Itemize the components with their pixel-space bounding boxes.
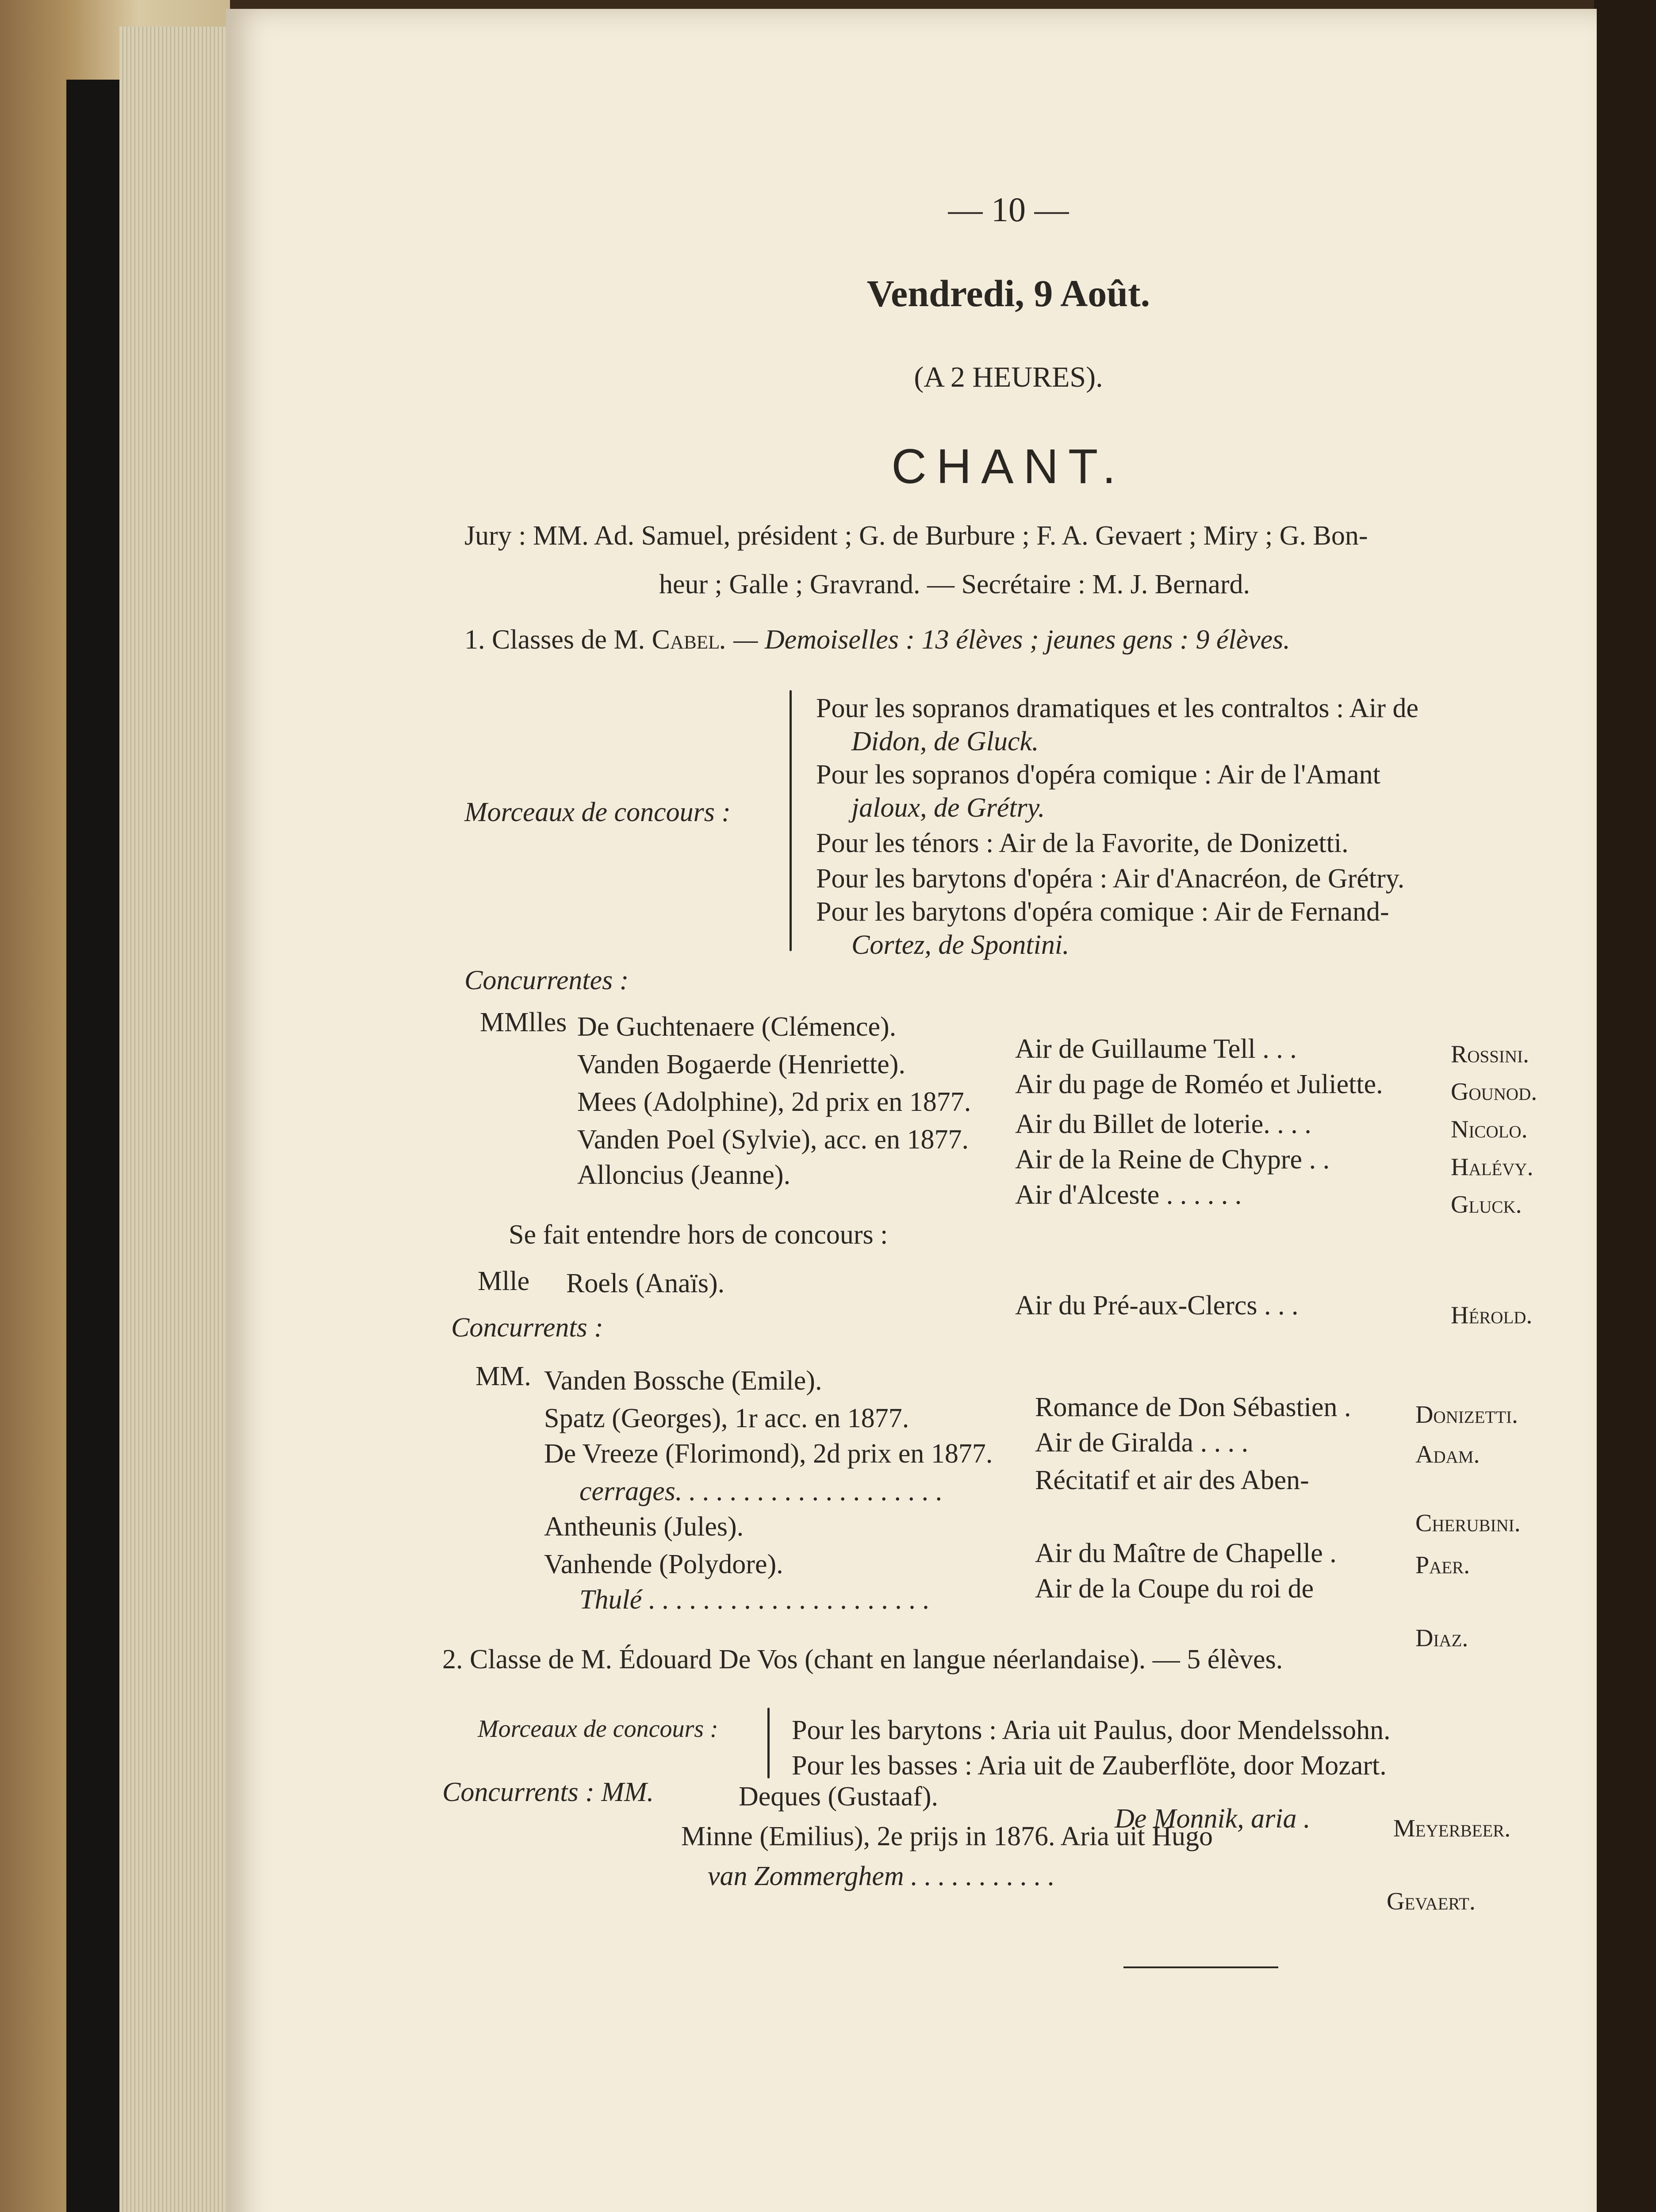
binding-shadow [66,80,119,2212]
class2-concurrent-composer: Meyerbeer. [1393,1815,1511,1842]
concurrent-composer: Diaz. [1415,1624,1468,1652]
concurrente-composer: Nicolo. [1451,1116,1528,1143]
concurrente-piece: Air de Guillaume Tell . . . [1015,1034,1297,1064]
page-stack [119,27,234,2212]
morceau-line: Cortez, de Spontini. [851,930,1070,960]
class2-concurrent-name: Minne (Emilius), 2e prijs in 1876. Aria uit Hugo [681,1821,1213,1851]
concurrente-composer: Gluck. [1451,1191,1522,1218]
morceau-line: Didon, de Gluck. [851,726,1039,757]
concurrent-piece: Air du Maître de Chapelle . [1035,1538,1337,1568]
concurrente-piece: Air d'Alceste . . . . . . [1015,1180,1242,1210]
end-rule [1123,1966,1278,1968]
concurrent-piece: Air de la Coupe du roi de [1035,1574,1314,1604]
class2-concurrent-piece: De Monnik, aria . [1115,1804,1311,1834]
concurrent-name: Spatz (Georges), 1r acc. en 1877. [544,1403,909,1433]
mm-label: MM. [475,1361,531,1391]
class2-concurrents-label: Concurrents : MM. [442,1777,654,1807]
concurrent-composer: Cherubini. [1415,1509,1521,1537]
concurrente-name: De Guchtenaere (Clémence). [577,1012,897,1042]
page-number: — 10 — [948,190,1069,229]
class2-morceaux-label: Morceaux de concours : [478,1715,718,1743]
concurrents-label: Concurrents : [451,1313,603,1343]
class2-concurrent-composer: Gevaert. [1387,1888,1476,1915]
concurrent-composer: Paer. [1415,1551,1470,1579]
section-title: CHANT. [891,439,1126,494]
class1-morceaux-label: Morceaux de concours : [464,797,731,827]
hors-concours-piece: Air du Pré-aux-Clercs . . . [1015,1290,1299,1321]
concurrente-composer: Halévy. [1451,1153,1533,1181]
mmlles-label: MMlles [480,1007,567,1037]
concurrentes-label: Concurrentes : [464,965,629,995]
concurrente-composer: Gounod. [1451,1078,1537,1106]
time-subheading: (A 2 HEURES). [914,361,1103,393]
mlle-label: Mlle [478,1266,530,1296]
concurrente-name: Vanden Poel (Sylvie), acc. en 1877. [577,1125,969,1155]
date-heading: Vendredi, 9 Août. [866,272,1150,315]
concurrente-piece: Air du Billet de loterie. . . . [1015,1109,1311,1139]
class1-brace [790,690,792,951]
concurrent-name: Antheunis (Jules). [544,1512,744,1542]
morceau-line: Pour les ténors : Air de la Favorite, de Donizetti. [816,828,1349,858]
concurrente-name: Vanden Bogaerde (Henriette). [577,1049,905,1079]
class2-morceau-line: Pour les barytons : Aria uit Paulus, door Mendelssohn. [792,1715,1391,1745]
morceau-line: jaloux, de Grétry. [851,793,1045,823]
class2-heading: 2. Classe de M. Édouard De Vos (chant en langue néerlandaise). — 5 élèves. [442,1644,1283,1674]
concurrent-name: Thulé . . . . . . . . . . . . . . . . . . . . . [579,1585,930,1615]
concurrente-name: Mees (Adolphine), 2d prix en 1877. [577,1087,971,1117]
concurrente-piece: Air du page de Roméo et Juliette. [1015,1069,1383,1099]
concurrent-name: cerrages. . . . . . . . . . . . . . . . . . . . [579,1476,943,1506]
class2-morceau-line: Pour les basses : Aria uit de Zauberflöte, door Mozart. [792,1751,1387,1781]
hors-concours-composer: Hérold. [1451,1302,1533,1329]
class1-heading: 1. Classes de M. Cabel. — Demoiselles : 13 élèves ; jeunes gens : 9 élèves. [464,625,1290,655]
concurrente-name: Alloncius (Jeanne). [577,1160,791,1190]
class2-brace [767,1708,770,1778]
morceau-line: Pour les sopranos d'opéra comique : Air de l'Amant [816,760,1380,790]
hors-concours-name: Roels (Anaïs). [566,1268,725,1298]
jury-line-2: heur ; Galle ; Gravrand. — Secrétaire : M. J. Bernard. [659,569,1250,599]
jury-line-1: Jury : MM. Ad. Samuel, président ; G. de Burbure ; F. A. Gevaert ; Miry ; G. Bon- [464,521,1368,551]
concurrent-name: De Vreeze (Florimond), 2d prix en 1877. [544,1439,993,1469]
concurrent-piece: Récitatif et air des Aben- [1035,1465,1309,1495]
hors-concours-label: Se fait entendre hors de concours : [509,1220,888,1250]
document-page [226,9,1597,2212]
morceau-line: Pour les barytons d'opéra : Air d'Anacréon, de Grétry. [816,864,1405,894]
concurrent-composer: Adam. [1415,1441,1480,1468]
morceau-line: Pour les sopranos dramatiques et les contraltos : Air de [816,693,1419,723]
concurrente-composer: Rossini. [1451,1041,1530,1068]
concurrent-name: Vanden Bossche (Emile). [544,1366,822,1396]
concurrente-piece: Air de la Reine de Chypre . . [1015,1144,1330,1175]
right-shadow [1594,0,1656,2212]
concurrent-piece: Air de Giralda . . . . [1035,1428,1249,1458]
class2-concurrent-name: van Zommerghem . . . . . . . . . . . [708,1861,1055,1891]
concurrent-piece: Romance de Don Sébastien . [1035,1392,1351,1422]
concurrent-composer: Donizetti. [1415,1401,1518,1429]
morceau-line: Pour les barytons d'opéra comique : Air de Fernand- [816,897,1389,927]
concurrent-name: Vanhende (Polydore). [544,1549,783,1579]
class2-concurrent-name: Deques (Gustaaf). [739,1782,939,1812]
